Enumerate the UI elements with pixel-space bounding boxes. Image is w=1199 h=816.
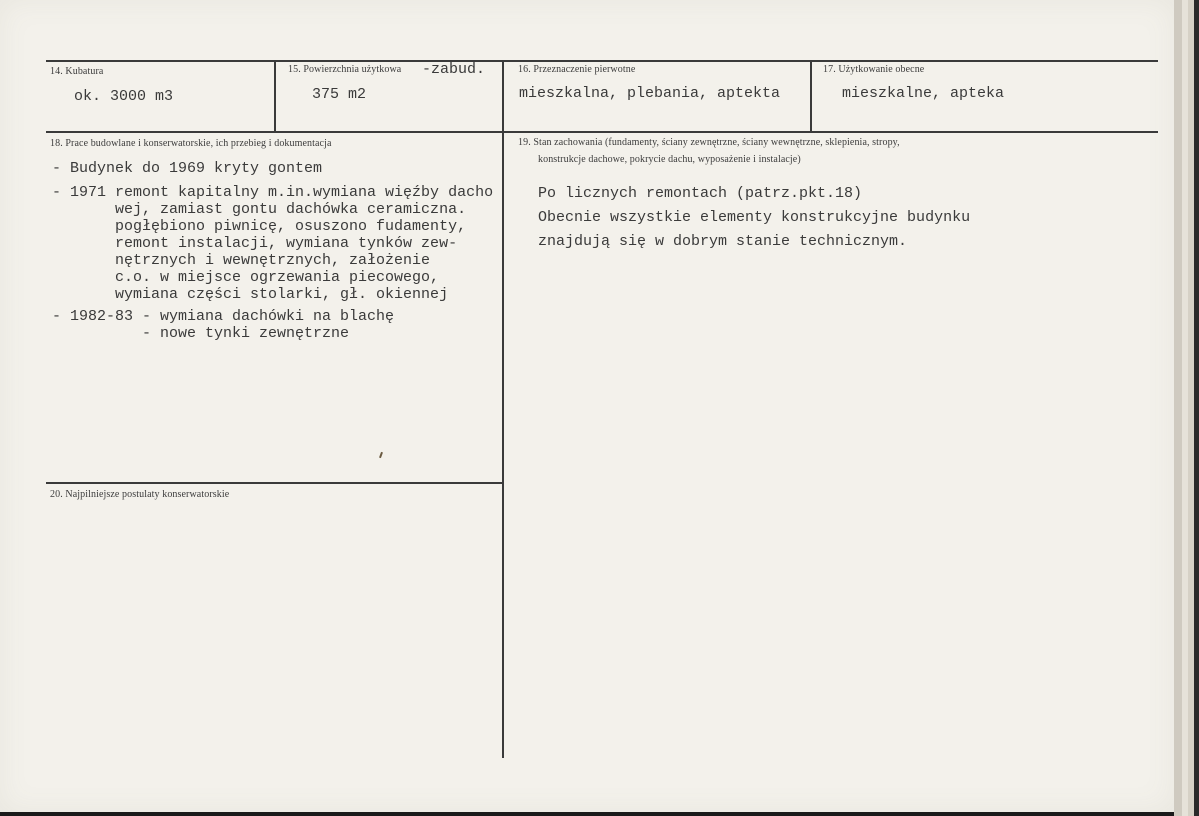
col-rule-1 (274, 60, 276, 131)
stan-label-line-2: konstrukcje dachowe, pokrycie dachu, wyposażenie i instalacje) (538, 154, 801, 165)
top-rule (46, 60, 1158, 62)
przeznaczenie-value: mieszkalna, plebania, aptekta (519, 85, 781, 102)
powierzchnia-value: 375 m2 (312, 86, 367, 103)
prace-item-2-line: - 1971 remont kapitalny m.in.wymiana więźby dacho (52, 184, 494, 201)
uzytkowanie-label: 17. Użytkowanie obecne (823, 64, 925, 75)
stan-label-line-1: 19. Stan zachowania (fundamenty, ściany zewnętrzne, ściany wewnętrzne, sklepienia, stropy, (518, 137, 900, 148)
col-rule-2 (502, 60, 504, 758)
postulaty-label: 20. Najpilniejsze postulaty konserwatorskie (50, 489, 230, 500)
col-rule-3 (810, 60, 812, 131)
prace-item-2-line: pogłębiono piwnicę, osuszono fudamenty, (52, 218, 467, 235)
prace-item-2-line: remont instalacji, wymiana tynków zew- (52, 235, 458, 252)
prace-item-1: - Budynek do 1969 kryty gontem (52, 160, 323, 177)
prace-item-3-line: - 1982-83 - wymiana dachówki na blachę (52, 308, 395, 325)
prace-item-3-line: - nowe tynki zewnętrzne (52, 325, 350, 342)
przeznaczenie-label: 16. Przeznaczenie pierwotne (518, 64, 636, 75)
uzytkowanie-value: mieszkalne, apteka (842, 85, 1005, 102)
kubatura-value: ok. 3000 m3 (74, 88, 174, 105)
prace-item-2-line: c.o. w miejsce ogrzewania piecowego, (52, 269, 440, 286)
kubatura-label: 14. Kubatura (50, 66, 104, 77)
row-rule-1 (46, 131, 1158, 133)
prace-item-2-line: wymiana części stolarki, gł. okiennej (52, 286, 449, 303)
row-rule-2 (46, 482, 502, 484)
prace-item-2-line: nętrznych i wewnętrznych, założenie (52, 252, 431, 269)
stacked-card-edge (1194, 0, 1199, 816)
stacked-card-edge (1174, 0, 1182, 816)
prace-item-2-line: wej, zamiast gontu dachówka ceramiczna. (52, 201, 467, 218)
powierzchnia-overtype: -zabud. (422, 61, 486, 78)
prace-label: 18. Prace budowlane i konserwatorskie, ich przebieg i dokumentacja (50, 138, 332, 149)
stan-text-line: znajdują się w dobrym stanie technicznym. (538, 233, 908, 250)
stan-text-line: Po licznych remontach (patrz.pkt.18) (538, 185, 863, 202)
ink-speck (379, 452, 383, 458)
powierzchnia-label: 15. Powierzchnia użytkowa (288, 64, 402, 75)
stan-text-line: Obecnie wszystkie elementy konstrukcyjne budynku (538, 209, 971, 226)
